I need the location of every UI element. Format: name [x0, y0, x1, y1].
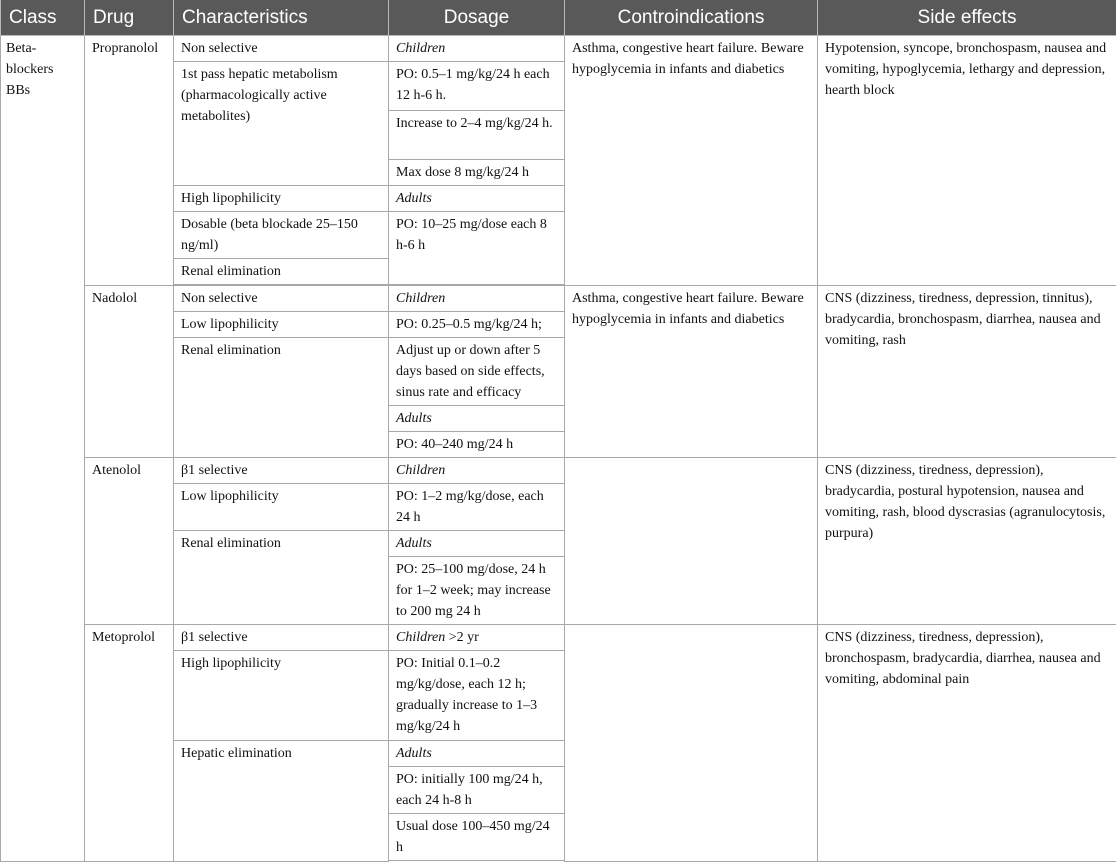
characteristic-cell: Non selective — [174, 36, 389, 62]
dosage-group-label: Adults — [389, 531, 565, 557]
header-row — [1, 0, 1116, 36]
header-dosage: Dosage — [389, 0, 565, 36]
characteristic-cell: High lipophilicity — [174, 651, 389, 741]
characteristic-cell: Low lipophilicity — [174, 484, 389, 531]
table-row — [1, 458, 1116, 484]
header-class: Class — [1, 0, 85, 36]
characteristic-cell: Renal elimination — [174, 531, 389, 625]
dosage-cell: PO: 40–240 mg/24 h — [389, 432, 565, 458]
header-side-effects: Side effects — [818, 0, 1116, 36]
drug-metoprolol: Metoprolol — [85, 625, 174, 862]
table-row — [1, 625, 1116, 651]
characteristic-cell: 1st pass hepatic metabolism (pharmacologically active metabolites) — [174, 62, 389, 186]
characteristic-cell: Low lipophilicity — [174, 312, 389, 338]
dosage-group-label: Adults — [389, 406, 565, 432]
dosage-cell: Increase to 2–4 mg/kg/24 h. — [389, 111, 565, 160]
characteristic-cell: Dosable (beta blockade 25–150 ng/ml) — [174, 212, 389, 259]
characteristic-cell: Non selective — [174, 286, 389, 312]
children-age: >2 yr — [445, 630, 479, 645]
dosage-cell: PO: initially 100 mg/24 h, each 24 h-8 h — [389, 767, 565, 814]
characteristic-cell: Renal elimination — [174, 259, 389, 285]
side-effects-nadolol: CNS (dizziness, tiredness, depression, tinnitus), bradycardia, bronchospasm, diarrhea, nausea and vomiting, rash — [818, 286, 1116, 458]
table-row — [1, 286, 1116, 312]
side-effects-metoprolol: CNS (dizziness, tiredness, depression), bronchospasm, bradycardia, diarrhea, nausea and vomiting, abdominal pain — [818, 625, 1116, 862]
children-label: Children — [396, 630, 445, 645]
dosage-cell: PO: 0.25–0.5 mg/kg/24 h; — [389, 312, 565, 338]
header-characteristics: Characteristics — [174, 0, 389, 36]
drug-propranolol: Propranolol — [85, 36, 174, 286]
characteristic-cell: Hepatic elimination — [174, 741, 389, 862]
dosage-group-label — [389, 625, 565, 651]
contraindications-atenolol — [565, 458, 818, 625]
dosage-group-label: Children — [389, 458, 565, 484]
dosage-cell: PO: Initial 0.1–0.2 mg/kg/dose, each 12 h; gradually increase to 1–3 mg/kg/24 h — [389, 651, 565, 741]
drug-nadolol: Nadolol — [85, 286, 174, 458]
spacer-cell — [389, 861, 565, 862]
header-contraindications: Controindications — [565, 0, 818, 36]
contraindications-nadolol: Asthma, congestive heart failure. Beware hypoglycemia in infants and diabetics — [565, 286, 818, 458]
header-drug: Drug — [85, 0, 174, 36]
table-row — [1, 36, 1116, 62]
contraindications-propranolol: Asthma, congestive heart failure. Beware hypoglycemia in infants and diabetics — [565, 36, 818, 286]
characteristic-cell: High lipophilicity — [174, 186, 389, 212]
dosage-cell: PO: 25–100 mg/dose, 24 h for 1–2 week; may increase to 200 mg 24 h — [389, 557, 565, 625]
dosage-cell: PO: 1–2 mg/kg/dose, each 24 h — [389, 484, 565, 531]
contraindications-metoprolol — [565, 625, 818, 862]
dosage-cell: PO: 10–25 mg/dose each 8 h-6 h — [389, 212, 565, 285]
characteristic-cell: β1 selective — [174, 625, 389, 651]
dosage-group-label: Adults — [389, 741, 565, 767]
dosage-group-label: Adults — [389, 186, 565, 212]
characteristic-cell: Renal elimination — [174, 338, 389, 458]
dosage-cell: Usual dose 100–450 mg/24 h — [389, 814, 565, 861]
dosage-cell: Max dose 8 mg/kg/24 h — [389, 160, 565, 186]
characteristic-cell: β1 selective — [174, 458, 389, 484]
class-cell: Beta-blockers BBs — [1, 36, 85, 862]
side-effects-propranolol: Hypotension, syncope, bronchospasm, nausea and vomiting, hypoglycemia, lethargy and depression, hearth block — [818, 36, 1116, 286]
drug-atenolol: Atenolol — [85, 458, 174, 625]
dosage-group-label: Children — [389, 286, 565, 312]
dosage-group-label: Children — [389, 36, 565, 62]
side-effects-atenolol: CNS (dizziness, tiredness, depression), bradycardia, postural hypotension, nausea and vomiting, rash, blood dyscrasias (agranulocytosis, purpura) — [818, 458, 1116, 625]
dosage-cell: Adjust up or down after 5 days based on side effects, sinus rate and efficacy — [389, 338, 565, 406]
dosage-cell: PO: 0.5–1 mg/kg/24 h each 12 h-6 h. — [389, 62, 565, 111]
